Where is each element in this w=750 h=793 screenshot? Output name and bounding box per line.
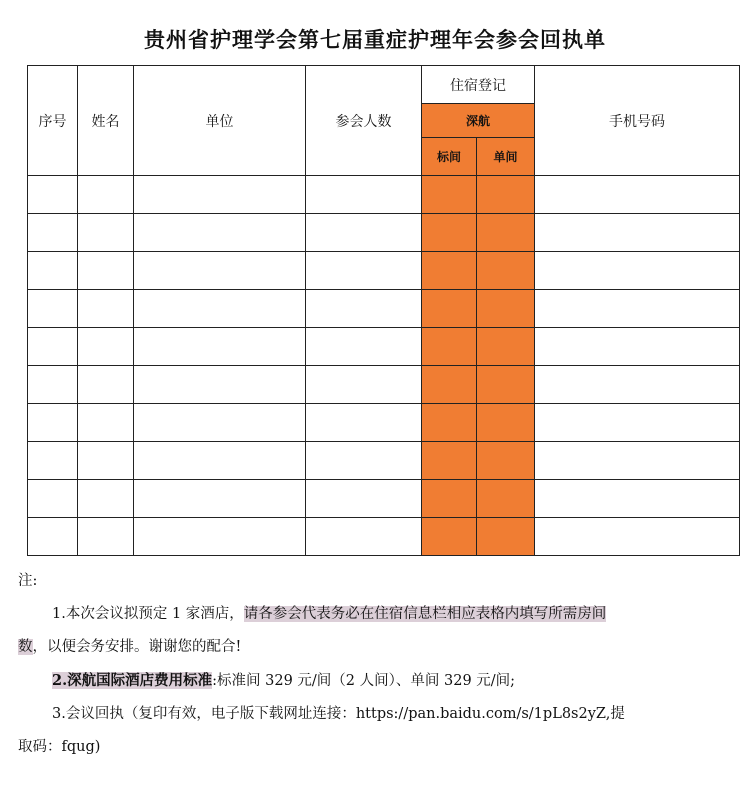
cell-phone[interactable] — [535, 176, 740, 214]
cell-name[interactable] — [78, 518, 134, 556]
cell-seq[interactable] — [28, 518, 78, 556]
cell-standard[interactable] — [422, 328, 477, 366]
table-row — [28, 214, 740, 252]
cell-seq[interactable] — [28, 290, 78, 328]
header-standard-room: 标间 — [422, 138, 477, 176]
cell-standard[interactable] — [422, 518, 477, 556]
note-2 — [18, 664, 738, 698]
cell-single[interactable] — [477, 518, 535, 556]
cell-name[interactable] — [78, 366, 134, 404]
cell-seq[interactable] — [28, 328, 78, 366]
cell-count[interactable] — [306, 252, 422, 290]
cell-name[interactable] — [78, 290, 134, 328]
cell-standard[interactable] — [422, 442, 477, 480]
note-2-heading: 2.深航国际酒店费用标准 — [52, 672, 213, 689]
table-row — [28, 366, 740, 404]
note-2-text: :标准间 329 元/间（2 人间）、单间 329 元/间; — [212, 673, 516, 689]
note-1-prefix: 1.本次会议拟预定 1 家酒店， — [52, 606, 244, 622]
cell-count[interactable] — [306, 366, 422, 404]
table-row — [28, 290, 740, 328]
table-row — [28, 480, 740, 518]
cell-unit[interactable] — [134, 442, 306, 480]
table-row — [28, 252, 740, 290]
note-1-highlight: 请各参会代表务必在住宿信息栏相应表格内填写所需房间 — [243, 606, 607, 622]
cell-seq[interactable] — [28, 404, 78, 442]
header-name: 姓名 — [78, 66, 134, 176]
cell-phone[interactable] — [535, 404, 740, 442]
cell-standard[interactable] — [422, 214, 477, 252]
cell-standard[interactable] — [422, 366, 477, 404]
note-3: 3.会议回执（复印有效，电子版下载网址连接：https://pan.baidu.com/s/1pL8s2yZ,提 — [52, 706, 625, 722]
cell-count[interactable] — [306, 404, 422, 442]
cell-standard[interactable] — [422, 290, 477, 328]
cell-phone[interactable] — [535, 290, 740, 328]
table-row — [28, 442, 740, 480]
cell-name[interactable] — [78, 214, 134, 252]
cell-unit[interactable] — [134, 176, 306, 214]
cell-count[interactable] — [306, 290, 422, 328]
table-row — [28, 176, 740, 214]
table-row — [28, 404, 740, 442]
header-unit: 单位 — [134, 66, 306, 176]
cell-phone[interactable] — [535, 328, 740, 366]
table-row — [28, 328, 740, 366]
table-row — [28, 518, 740, 556]
cell-unit[interactable] — [134, 480, 306, 518]
cell-count[interactable] — [306, 176, 422, 214]
cell-single[interactable] — [477, 176, 535, 214]
header-seq: 序号 — [28, 66, 78, 176]
cell-single[interactable] — [477, 214, 535, 252]
cell-name[interactable] — [78, 328, 134, 366]
cell-name[interactable] — [78, 404, 134, 442]
cell-unit[interactable] — [134, 252, 306, 290]
cell-seq[interactable] — [28, 480, 78, 518]
registration-table — [27, 65, 740, 556]
note-1 — [18, 598, 738, 631]
cell-unit[interactable] — [134, 290, 306, 328]
cell-seq[interactable] — [28, 366, 78, 404]
note-1-suffix: ，以便会务安排。谢谢您的配合! — [32, 639, 242, 655]
cell-unit[interactable] — [134, 366, 306, 404]
cell-unit[interactable] — [134, 328, 306, 366]
cell-seq[interactable] — [28, 252, 78, 290]
header-hotel: 深航 — [422, 104, 535, 138]
cell-seq[interactable] — [28, 214, 78, 252]
cell-unit[interactable] — [134, 214, 306, 252]
cell-standard[interactable] — [422, 480, 477, 518]
cell-standard[interactable] — [422, 252, 477, 290]
cell-single[interactable] — [477, 480, 535, 518]
table-body — [28, 176, 740, 556]
cell-unit[interactable] — [134, 518, 306, 556]
note-3-continued: 取码：fqug) — [18, 739, 101, 755]
cell-single[interactable] — [477, 404, 535, 442]
cell-phone[interactable] — [535, 214, 740, 252]
cell-phone[interactable] — [535, 366, 740, 404]
page-title: 贵州省护理学会第七届重症护理年会参会回执单 — [144, 28, 606, 52]
cell-standard[interactable] — [422, 404, 477, 442]
header-single-room: 单间 — [477, 138, 535, 176]
cell-count[interactable] — [306, 518, 422, 556]
cell-seq[interactable] — [28, 176, 78, 214]
cell-single[interactable] — [477, 328, 535, 366]
cell-standard[interactable] — [422, 176, 477, 214]
cell-name[interactable] — [78, 176, 134, 214]
cell-phone[interactable] — [535, 442, 740, 480]
cell-phone[interactable] — [535, 480, 740, 518]
cell-phone[interactable] — [535, 518, 740, 556]
note-1-highlight-end: 数 — [18, 639, 33, 655]
notes-section — [18, 565, 738, 764]
cell-single[interactable] — [477, 366, 535, 404]
cell-name[interactable] — [78, 252, 134, 290]
cell-unit[interactable] — [134, 404, 306, 442]
cell-single[interactable] — [477, 290, 535, 328]
notes-label: 注: — [18, 573, 38, 589]
header-attendee-count: 参会人数 — [306, 66, 422, 176]
cell-name[interactable] — [78, 480, 134, 518]
cell-phone[interactable] — [535, 252, 740, 290]
header-phone: 手机号码 — [535, 66, 740, 176]
cell-count[interactable] — [306, 480, 422, 518]
cell-single[interactable] — [477, 252, 535, 290]
note-1-continued — [18, 631, 738, 664]
cell-count[interactable] — [306, 442, 422, 480]
cell-name[interactable] — [78, 442, 134, 480]
header-lodging: 住宿登记 — [422, 66, 535, 104]
cell-single[interactable] — [477, 442, 535, 480]
cell-count[interactable] — [306, 328, 422, 366]
cell-seq[interactable] — [28, 442, 78, 480]
cell-count[interactable] — [306, 214, 422, 252]
